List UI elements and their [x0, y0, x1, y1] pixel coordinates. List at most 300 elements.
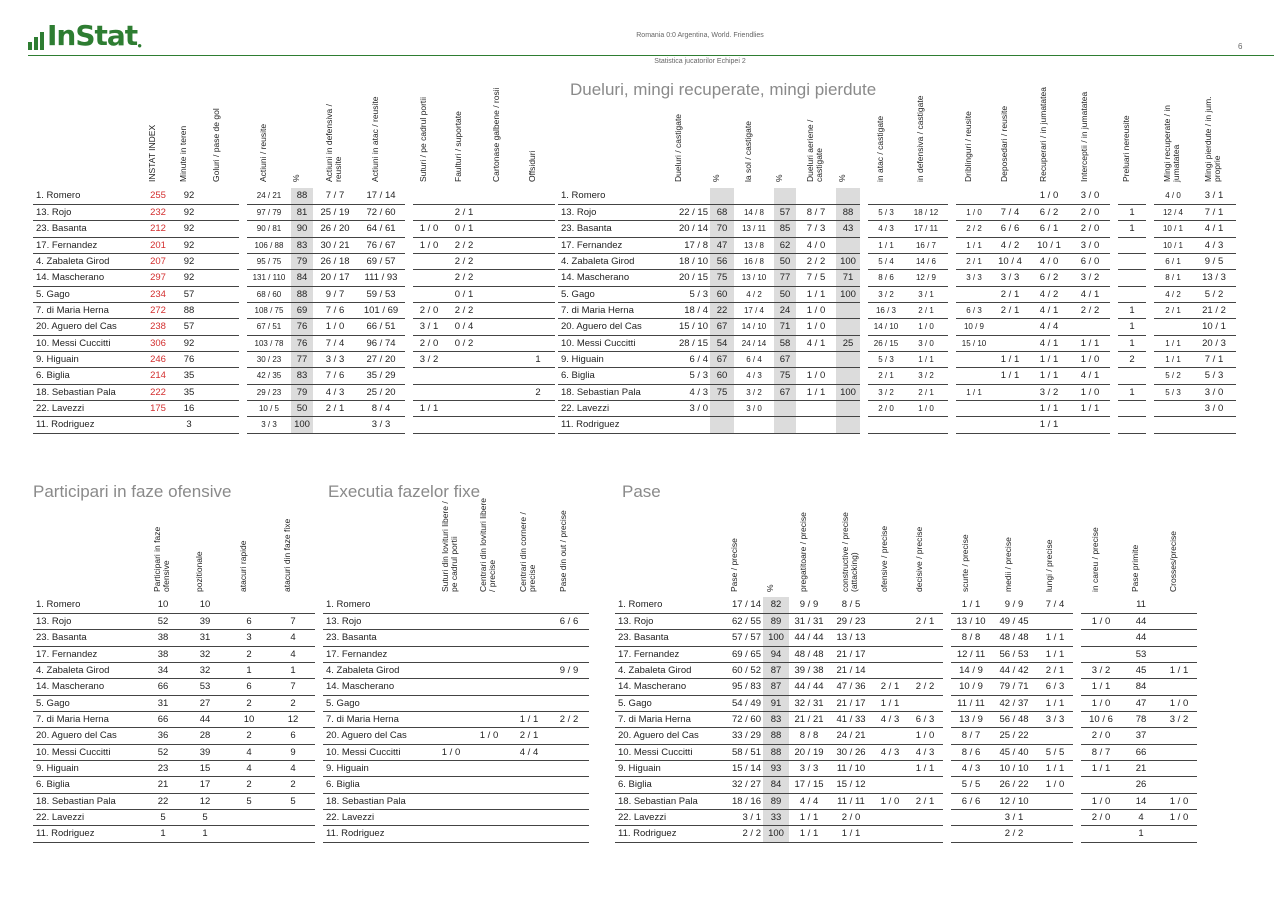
table-row [323, 826, 589, 842]
stat-cell: 83 [291, 237, 313, 253]
stat-cell: 8 / 1 [1154, 270, 1192, 286]
stat-cell [483, 335, 521, 351]
column-gap [1110, 384, 1118, 400]
stat-cell: 56 / 48 [991, 711, 1037, 727]
column-gap [1146, 417, 1154, 433]
stat-cell: 16 / 3 [868, 302, 904, 318]
stat-cell: 232 [143, 204, 173, 220]
stat-cell: 1 [227, 662, 271, 678]
stat-cell: 25 [836, 335, 860, 351]
column-header: Dueluri / castigate [673, 113, 683, 182]
stat-cell: 3 / 2 [1070, 270, 1110, 286]
stat-cell [227, 809, 271, 825]
stat-cell: 9 [271, 744, 315, 760]
stat-cell: 29 / 23 [247, 384, 291, 400]
stat-cell: 35 / 29 [357, 368, 405, 384]
column-gap [948, 270, 956, 286]
stat-cell [483, 270, 521, 286]
stat-cell: 2 [227, 646, 271, 662]
stat-cell: 5 / 3 [868, 351, 904, 367]
table-row [615, 662, 1197, 678]
column-gap [239, 400, 247, 416]
stat-cell [1161, 679, 1197, 695]
stat-cell: 272 [143, 302, 173, 318]
stat-cell: 5 / 5 [1037, 744, 1073, 760]
table-row [323, 760, 589, 776]
stat-cell [836, 351, 860, 367]
stat-cell: 23 [143, 760, 183, 776]
stat-cell: 8 / 8 [951, 630, 991, 646]
stat-cell: 1 / 1 [992, 351, 1028, 367]
column-header: INSTAT INDEX [147, 124, 157, 182]
stat-cell: 3 / 2 [413, 351, 445, 367]
stat-cell: 94 [763, 646, 789, 662]
column-gap [943, 679, 951, 695]
stat-cell [509, 613, 549, 629]
stat-cell [1161, 630, 1197, 646]
table-row [558, 400, 1236, 416]
stat-cell: 2 [227, 728, 271, 744]
stat-cell: 3 / 1 [991, 809, 1037, 825]
stat-cell: 3 / 0 [658, 400, 710, 416]
stat-cell: 22 / 15 [658, 204, 710, 220]
stat-cell: 87 [763, 662, 789, 678]
stat-cell: 21 / 14 [829, 662, 873, 678]
stat-cell [413, 188, 445, 204]
table-row [323, 613, 589, 629]
column-header: Deposedari / reusite [999, 105, 1009, 182]
stat-cell [1118, 188, 1146, 204]
stat-cell [549, 597, 589, 613]
column-gap [1073, 728, 1081, 744]
stat-cell: 6 [227, 679, 271, 695]
stat-cell: 47 [710, 237, 734, 253]
stat-cell [1037, 728, 1073, 744]
stat-cell: 47 / 36 [829, 679, 873, 695]
stat-cell: 3 / 1 [904, 286, 948, 302]
column-gap [948, 221, 956, 237]
column-header: Mingi pierdute / in jum. proprie [1203, 96, 1222, 182]
column-gap [948, 351, 956, 367]
stat-cell [992, 384, 1028, 400]
stat-cell: 3 / 0 [904, 335, 948, 351]
stat-cell: 25 / 20 [357, 384, 405, 400]
stat-cell: 47 [1121, 695, 1161, 711]
stat-cell [205, 351, 239, 367]
table-row [33, 204, 555, 220]
stat-cell [521, 335, 555, 351]
player-name: 10. Messi Cuccitti [33, 335, 143, 351]
column-gap [948, 302, 956, 318]
column-gap [1110, 400, 1118, 416]
stat-cell: 6 / 1 [1154, 253, 1192, 269]
stat-cell: 2 / 0 [1081, 728, 1121, 744]
stat-cell: 1 / 0 [433, 744, 469, 760]
column-gap [1110, 204, 1118, 220]
stat-cell [658, 188, 710, 204]
player-name: 22. Lavezzi [615, 809, 717, 825]
table-row [323, 793, 589, 809]
table-row [558, 270, 1236, 286]
stat-cell: 1 / 0 [1070, 384, 1110, 400]
column-gap [943, 793, 951, 809]
stat-cell [1154, 417, 1192, 433]
stat-cell: 6 [271, 728, 315, 744]
stat-cell: 6 / 2 [1028, 270, 1070, 286]
stat-cell [205, 400, 239, 416]
stat-cell: 4 / 4 [509, 744, 549, 760]
stat-cell: 77 [291, 351, 313, 367]
column-gap [948, 204, 956, 220]
player-name: 11. Rodriguez [558, 417, 658, 433]
player-name: 1. Romero [33, 597, 143, 613]
stat-cell: 1 / 0 [469, 728, 509, 744]
player-name: 14. Mascherano [33, 270, 143, 286]
stat-cell: 67 / 51 [247, 319, 291, 335]
table-row [323, 597, 589, 613]
table-row [33, 237, 555, 253]
stat-cell [469, 711, 509, 727]
stat-cell: 62 / 55 [717, 613, 763, 629]
stat-cell: 34 [143, 662, 183, 678]
stat-cell: 12 / 10 [991, 793, 1037, 809]
stat-cell [1161, 597, 1197, 613]
stat-cell: 17 [183, 777, 227, 793]
stat-cell: 5 / 3 [868, 204, 904, 220]
player-name: 9. Higuain [33, 351, 143, 367]
stat-cell: 9 / 9 [991, 597, 1037, 613]
column-header: medii / precise [1003, 537, 1013, 592]
stat-cell: 4 / 3 [907, 744, 943, 760]
stat-cell: 2 / 0 [1070, 204, 1110, 220]
stat-cell: 45 / 40 [991, 744, 1037, 760]
stat-cell [227, 826, 271, 842]
stat-cell: 67 [774, 384, 796, 400]
column-header: Faulturi / suportate [453, 111, 463, 182]
stat-cell [483, 368, 521, 384]
table-row [33, 711, 315, 727]
column-header: Mingi recuperate / in jumatatea [1162, 104, 1181, 182]
player-name: 7. di Maria Herna [558, 302, 658, 318]
stat-cell: 3 / 2 [904, 368, 948, 384]
stat-cell: 20 / 15 [658, 270, 710, 286]
column-gap [239, 221, 247, 237]
stat-cell [483, 204, 521, 220]
stat-cell: 83 [291, 368, 313, 384]
table-row [323, 630, 589, 646]
table-row [33, 221, 555, 237]
column-gap [943, 777, 951, 793]
stat-cell [904, 417, 948, 433]
player-name: 9. Higuain [33, 760, 143, 776]
column-gap [405, 417, 413, 433]
stat-cell: 8 / 4 [357, 400, 405, 416]
column-header: Centrari din cornere / precise [518, 512, 537, 592]
stat-cell [907, 826, 943, 842]
stat-cell: 5 / 3 [658, 286, 710, 302]
stat-cell [1118, 368, 1146, 384]
stat-cell: 108 / 75 [247, 302, 291, 318]
stat-cell [956, 400, 992, 416]
column-gap [1110, 319, 1118, 335]
stat-cell: 1 [1118, 335, 1146, 351]
table-row [615, 826, 1197, 842]
column-gap [239, 319, 247, 335]
column-gap [948, 368, 956, 384]
player-name: 20. Aguero del Cas [558, 319, 658, 335]
column-gap [1073, 646, 1081, 662]
column-header: constructive / precise (attacking) [840, 512, 859, 592]
stat-cell [483, 221, 521, 237]
stat-cell: 44 [183, 711, 227, 727]
table-row [323, 662, 589, 678]
stat-cell [951, 826, 991, 842]
stat-cell [956, 417, 992, 433]
stat-cell: 297 [143, 270, 173, 286]
stat-cell: 1 / 0 [796, 319, 836, 335]
stat-cell: 100 [836, 253, 860, 269]
stat-cell: 68 [710, 204, 734, 220]
stat-cell: 16 [173, 400, 205, 416]
stat-cell: 31 / 31 [789, 613, 829, 629]
stat-cell: 39 / 38 [789, 662, 829, 678]
stat-cell: 1 / 1 [796, 384, 836, 400]
column-gap [239, 270, 247, 286]
column-gap [948, 253, 956, 269]
table-row [558, 417, 1236, 433]
stat-cell [1070, 417, 1110, 433]
stat-cell [1118, 270, 1146, 286]
stat-cell: 3 / 1 [717, 809, 763, 825]
table-row [33, 777, 315, 793]
stat-cell: 6 / 6 [992, 221, 1028, 237]
column-header: atacuri din faze fixe [282, 518, 292, 592]
stat-cell [509, 597, 549, 613]
table-row [33, 368, 555, 384]
column-gap [405, 319, 413, 335]
stat-cell [1161, 777, 1197, 793]
player-name: 20. Aguero del Cas [323, 728, 433, 744]
stat-cell [433, 809, 469, 825]
stat-cell [549, 793, 589, 809]
stat-cell: 16 / 8 [734, 253, 774, 269]
stat-cell: 1 / 0 [1161, 695, 1197, 711]
column-gap [860, 253, 868, 269]
stat-cell [907, 630, 943, 646]
stat-cell: 67 [710, 351, 734, 367]
stat-cell: 44 [1121, 613, 1161, 629]
stat-cell: 1 / 1 [1070, 400, 1110, 416]
stat-cell: 1 / 1 [907, 760, 943, 776]
stat-cell [509, 679, 549, 695]
table-row [323, 695, 589, 711]
stat-cell: 1 / 1 [1161, 662, 1197, 678]
stat-cell: 89 [763, 613, 789, 629]
player-name: 18. Sebastian Pala [615, 793, 717, 809]
stat-cell: 76 [173, 351, 205, 367]
table-row [33, 335, 555, 351]
stat-cell: 1 / 1 [1037, 695, 1073, 711]
column-gap [405, 286, 413, 302]
stat-cell: 207 [143, 253, 173, 269]
stat-cell: 1 / 0 [796, 368, 836, 384]
stat-cell [836, 302, 860, 318]
stat-cell: 71 [774, 319, 796, 335]
stat-cell: 6 / 3 [1037, 679, 1073, 695]
stat-cell: 76 [291, 319, 313, 335]
table-row [558, 253, 1236, 269]
stat-cell: 92 [173, 221, 205, 237]
stat-cell: 5 [227, 793, 271, 809]
stat-cell: 4 / 3 [873, 744, 907, 760]
column-gap [943, 826, 951, 842]
stat-cell: 72 / 60 [717, 711, 763, 727]
stat-cell: 6 / 1 [1028, 221, 1070, 237]
stat-cell: 9 / 7 [313, 286, 357, 302]
stat-cell [734, 188, 774, 204]
stat-cell: 3 / 2 [734, 384, 774, 400]
player-name: 13. Rojo [33, 613, 143, 629]
stat-cell [521, 302, 555, 318]
column-header: Suturi / pe cadrul portii [418, 96, 428, 182]
stat-cell: 214 [143, 368, 173, 384]
table-row [323, 744, 589, 760]
stat-cell: 52 [143, 744, 183, 760]
stat-cell [1081, 646, 1121, 662]
stat-cell [509, 695, 549, 711]
column-header: pozitionale [194, 551, 204, 592]
stat-cell [469, 679, 509, 695]
stat-cell: 0 / 2 [445, 335, 483, 351]
table-row [558, 237, 1236, 253]
table-row [33, 270, 555, 286]
stat-cell: 28 [183, 728, 227, 744]
player-name: 13. Rojo [323, 613, 433, 629]
column-gap [948, 335, 956, 351]
column-gap [405, 237, 413, 253]
column-header: in careu / precise [1090, 527, 1100, 592]
stat-cell [956, 351, 992, 367]
column-gap [1146, 351, 1154, 367]
column-gap [1073, 826, 1081, 842]
stat-cell: 1 / 1 [789, 809, 829, 825]
stat-cell: 20 / 19 [789, 744, 829, 760]
stat-cell: 2 / 0 [829, 809, 873, 825]
stat-cell: 81 [291, 204, 313, 220]
stat-cell [549, 777, 589, 793]
table-row [323, 777, 589, 793]
stat-cell: 1 / 0 [313, 319, 357, 335]
stat-cell [205, 286, 239, 302]
stat-cell: 7 / 7 [313, 188, 357, 204]
stat-cell [907, 646, 943, 662]
player-name: 17. Fernandez [615, 646, 717, 662]
stat-cell: 238 [143, 319, 173, 335]
stat-cell: 3 / 2 [1081, 662, 1121, 678]
column-gap [405, 351, 413, 367]
stat-cell: 20 / 17 [313, 270, 357, 286]
column-gap [1110, 188, 1118, 204]
stat-cell: 36 [143, 728, 183, 744]
table-row [615, 744, 1197, 760]
stat-cell: 60 [710, 286, 734, 302]
stat-cell: 42 / 35 [247, 368, 291, 384]
stat-cell: 2 / 0 [413, 302, 445, 318]
player-name: 11. Rodriguez [33, 826, 143, 842]
stat-cell: 3 / 0 [734, 400, 774, 416]
stat-cell: 3 / 3 [992, 270, 1028, 286]
stat-cell: 1 / 1 [1028, 400, 1070, 416]
stat-cell: 2 / 1 [868, 368, 904, 384]
stat-cell: 8 / 7 [1081, 744, 1121, 760]
stat-cell: 5 / 4 [868, 253, 904, 269]
stat-cell: 5 / 2 [1192, 286, 1236, 302]
attack-section-title: Participari in faze ofensive [33, 482, 232, 501]
stat-cell: 1 / 1 [1154, 335, 1192, 351]
stat-cell: 4 / 2 [992, 237, 1028, 253]
stat-cell: 10 / 9 [951, 679, 991, 695]
stat-cell: 35 [173, 384, 205, 400]
stat-cell: 3 / 0 [1192, 384, 1236, 400]
stat-cell: 92 [173, 270, 205, 286]
stat-cell: 88 [836, 204, 860, 220]
stat-cell: 12 / 9 [904, 270, 948, 286]
stat-cell [1037, 613, 1073, 629]
stat-cell: 2 / 1 [1037, 662, 1073, 678]
table-row [615, 793, 1197, 809]
stat-cell: 8 / 5 [829, 597, 873, 613]
stat-cell: 90 / 81 [247, 221, 291, 237]
stat-cell: 100 [763, 630, 789, 646]
stat-cell: 100 [836, 384, 860, 400]
stat-cell: 49 / 45 [991, 613, 1037, 629]
stat-cell: 85 [774, 221, 796, 237]
stat-cell [483, 237, 521, 253]
stat-cell: 88 [291, 188, 313, 204]
stat-cell [992, 417, 1028, 433]
table-row [33, 384, 555, 400]
stat-cell: 56 [710, 253, 734, 269]
stat-cell: 84 [291, 270, 313, 286]
stat-cell: 10 / 9 [956, 319, 992, 335]
stat-cell: 75 [710, 270, 734, 286]
stat-cell: 11 / 10 [829, 760, 873, 776]
stat-cell: 5 [271, 793, 315, 809]
stat-cell: 4 / 4 [789, 793, 829, 809]
stat-cell: 44 [1121, 630, 1161, 646]
stat-cell [509, 793, 549, 809]
match-title: Romania 0:0 Argentina, World. Friendlies [636, 32, 764, 39]
stat-cell [205, 319, 239, 335]
table-row [558, 286, 1236, 302]
stat-cell: 66 [143, 679, 183, 695]
column-gap [860, 188, 868, 204]
stat-cell: 13 / 11 [734, 221, 774, 237]
stat-cell: 1 / 1 [789, 826, 829, 842]
stat-cell: 50 [291, 400, 313, 416]
player-name: 4. Zabaleta Girod [33, 253, 143, 269]
table-row [33, 400, 555, 416]
player-name: 18. Sebastian Pala [323, 793, 433, 809]
stat-cell [873, 597, 907, 613]
stat-cell: 18 / 16 [717, 793, 763, 809]
stat-cell: 2 / 1 [992, 286, 1028, 302]
stat-cell [1037, 826, 1073, 842]
stat-cell [549, 826, 589, 842]
stat-cell: 1 [271, 662, 315, 678]
stat-cell [445, 417, 483, 433]
stat-cell: 6 / 4 [734, 351, 774, 367]
